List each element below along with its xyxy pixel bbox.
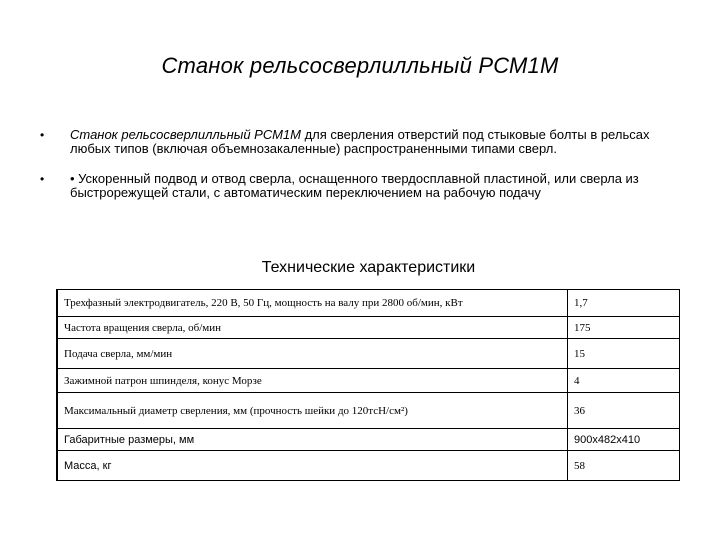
- spec-label: Частота вращения сверла, об/мин: [57, 317, 568, 339]
- bullet-text: для сверления отверстий под стыковые болты в рельсах любых типов (включая объемнозакаленные) распространенными типами сверл.: [70, 127, 650, 156]
- spec-value: 58: [568, 451, 680, 481]
- table-row: [57, 339, 680, 369]
- product-name: Станок рельсосверлилльный РСМ1М: [70, 127, 301, 142]
- spec-label: Масса, кг: [57, 451, 568, 481]
- table-row: [57, 451, 680, 481]
- bullet-text: • Ускоренный подвод и отвод сверла, оснащенного твердосплавной пластиной, или сверла из быстрорежущей стали, с автоматическим переключением на рабочую подачу: [70, 171, 639, 200]
- page-title: Станок рельсосверлилльный РСМ1М: [161, 53, 559, 78]
- spec-value: 4: [568, 369, 680, 393]
- bullet-marker: •: [40, 128, 45, 142]
- bullet-marker: •: [40, 172, 45, 186]
- spec-label: Трехфазный электродвигатель, 220 В, 50 Гц, мощность на валу при 2800 об/мин, кВт: [57, 290, 568, 317]
- description-list: [40, 128, 660, 200]
- spec-value: 15: [568, 339, 680, 369]
- spec-value: 1,7: [568, 290, 680, 317]
- table-row: [57, 290, 680, 317]
- table-row: [57, 317, 680, 339]
- table-row: [57, 393, 680, 429]
- table-row: [57, 369, 680, 393]
- spec-value: 36: [568, 393, 680, 429]
- spec-label: Зажимной патрон шпинделя, конус Морзе: [57, 369, 568, 393]
- list-item: [40, 128, 660, 167]
- list-item: [40, 172, 660, 200]
- section-heading: Технические характеристики: [261, 259, 476, 276]
- table-row: [57, 429, 680, 451]
- spec-label: Максимальный диаметр сверления, мм (прочность шейки до 120тсН/см²): [57, 393, 568, 429]
- spec-value: 175: [568, 317, 680, 339]
- specs-table: [56, 289, 680, 481]
- spec-label: Габаритные размеры, мм: [57, 429, 568, 451]
- spec-label: Подача сверла, мм/мин: [57, 339, 568, 369]
- spec-value: 900x482x410: [568, 429, 680, 451]
